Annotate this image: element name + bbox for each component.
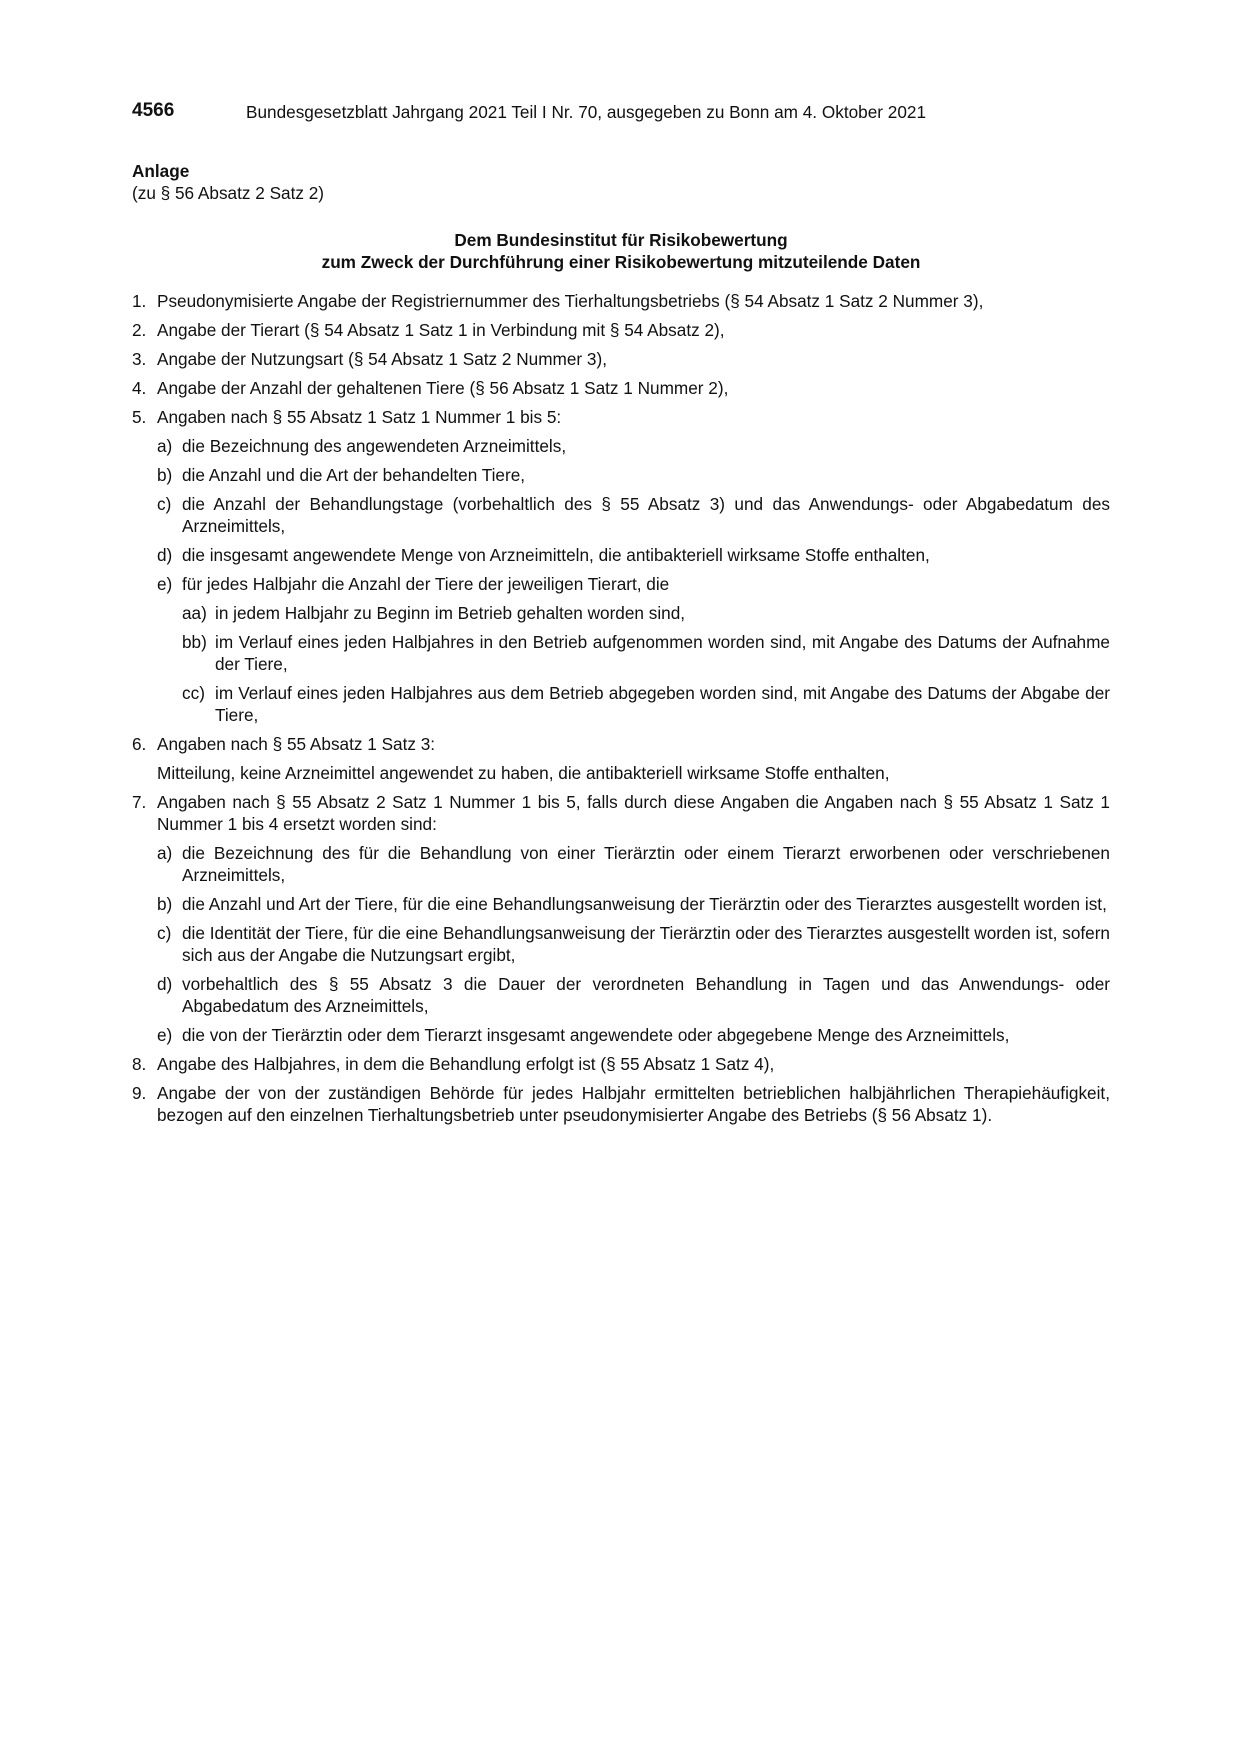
item-number: 1. bbox=[132, 291, 147, 311]
sub-sub-item-label: bb) bbox=[182, 632, 207, 652]
running-head: Bundesgesetzblatt Jahrgang 2021 Teil I Nr. 70, ausgegeben zu Bonn am 4. Oktober 2021 bbox=[246, 102, 927, 122]
sub-item bbox=[157, 973, 1110, 1017]
sub-item bbox=[157, 893, 1110, 915]
sub-item-text: die Bezeichnung des angewendeten Arzneimittels, bbox=[182, 436, 567, 456]
sub-item-label: d) bbox=[157, 974, 173, 994]
item-text: Angabe der Tierart (§ 54 Absatz 1 Satz 1 in Verbindung mit § 54 Absatz 2), bbox=[157, 320, 725, 340]
item-text: Angaben nach § 55 Absatz 1 Satz 1 Nummer 1 bis 5: bbox=[157, 407, 562, 427]
list-item bbox=[132, 791, 1110, 1046]
item-text: Angabe der Anzahl der gehaltenen Tiere (§ 56 Absatz 1 Satz 1 Nummer 2), bbox=[157, 378, 729, 398]
sub-item bbox=[157, 544, 1110, 566]
item-number: 2. bbox=[132, 320, 147, 340]
sub-item-label: a) bbox=[157, 436, 173, 456]
sub-sub-item-text: in jedem Halbjahr zu Beginn im Betrieb gehalten worden sind, bbox=[215, 603, 686, 623]
item-text: Angabe der Nutzungsart (§ 54 Absatz 1 Satz 2 Nummer 3), bbox=[157, 349, 607, 369]
list-item bbox=[132, 319, 1110, 341]
sub-sub-item-text: im Verlauf eines jeden Halbjahres aus dem Betrieb abgegeben worden sind, mit Angabe des Datums der Abgabe der Tiere, bbox=[215, 683, 1110, 725]
sub-sub-item-label: cc) bbox=[182, 683, 205, 703]
item-text: Angabe des Halbjahres, in dem die Behandlung erfolgt ist (§ 55 Absatz 1 Satz 4), bbox=[157, 1054, 775, 1074]
sub-item-label: c) bbox=[157, 923, 172, 943]
item-number: 8. bbox=[132, 1054, 147, 1074]
sub-item-label: e) bbox=[157, 574, 173, 594]
data-list bbox=[132, 290, 1110, 1133]
sub-item bbox=[157, 842, 1110, 886]
sub-item-text: vorbehaltlich des § 55 Absatz 3 die Dauer der verordneten Behandlung in Tagen und das Anwendungs- oder Abgabedatum des Arzneimittels, bbox=[182, 974, 1110, 1016]
list-item bbox=[132, 348, 1110, 370]
sub-item-label: a) bbox=[157, 843, 173, 863]
sub-item bbox=[157, 493, 1110, 537]
page-header bbox=[132, 100, 1110, 124]
sub-item-text: die von der Tierärztin oder dem Tierarzt insgesamt angewendete oder abgegebene Menge des Arzneimittels, bbox=[182, 1025, 1010, 1045]
sub-item-text: die insgesamt angewendete Menge von Arzneimitteln, die antibakteriell wirksame Stoffe enthalten, bbox=[182, 545, 930, 565]
sub-item-text: die Anzahl und die Art der behandelten Tiere, bbox=[182, 465, 526, 485]
item-number: 4. bbox=[132, 378, 147, 398]
list-item bbox=[132, 733, 1110, 784]
list-item bbox=[132, 290, 1110, 312]
sub-item bbox=[157, 922, 1110, 966]
sub-item-text: die Anzahl und Art der Tiere, für die eine Behandlungsanweisung der Tierärztin oder des Tierarztes ausgestellt worden ist, bbox=[182, 894, 1107, 914]
annex-title: Anlage bbox=[132, 161, 190, 181]
sub-sub-item bbox=[182, 682, 1110, 726]
sub-item bbox=[157, 1024, 1110, 1046]
sub-item-text: die Identität der Tiere, für die eine Behandlungsanweisung der Tierärztin oder des Tierarztes ausgestellt worden ist, sofern sich aus der Angabe die Nutzungsart ergibt, bbox=[182, 923, 1110, 965]
heading-line-1: Dem Bundesinstitut für Risikobewertung bbox=[454, 230, 788, 250]
sub-sub-item-text: im Verlauf eines jeden Halbjahres in den Betrieb aufgenommen worden sind, mit Angabe des Datums der Aufnahme der Tiere, bbox=[215, 632, 1110, 674]
item-text: Angabe der von der zuständigen Behörde für jedes Halbjahr ermittelten betrieblichen halbjährlichen Therapiehäufigkeit, bezogen auf den einzelnen Tierhaltungsbetrieb unter pseudonymisierter Angabe des Betriebs (§ 56 Absatz 1). bbox=[157, 1083, 1110, 1125]
sub-sub-item bbox=[182, 602, 1110, 624]
sub-item-label: c) bbox=[157, 494, 172, 514]
item-text: Angaben nach § 55 Absatz 1 Satz 3: bbox=[157, 734, 436, 754]
list-item bbox=[132, 377, 1110, 399]
sub-item-text: die Anzahl der Behandlungstage (vorbehaltlich des § 55 Absatz 3) und das Anwendungs- oder Abgabedatum des Arzneimittels, bbox=[182, 494, 1110, 536]
sub-item-label: e) bbox=[157, 1025, 173, 1045]
sub-item bbox=[157, 435, 1110, 457]
list-item bbox=[132, 1082, 1110, 1126]
sub-sub-item-label: aa) bbox=[182, 603, 207, 623]
item-text: Pseudonymisierte Angabe der Registriernummer des Tierhaltungsbetriebs (§ 54 Absatz 1 Satz 2 Nummer 3), bbox=[157, 291, 984, 311]
sub-item-label: d) bbox=[157, 545, 173, 565]
item-number: 6. bbox=[132, 734, 147, 754]
annex-reference: (zu § 56 Absatz 2 Satz 2) bbox=[132, 183, 325, 203]
page-number: 4566 bbox=[132, 100, 175, 121]
item-number: 3. bbox=[132, 349, 147, 369]
list-item bbox=[132, 406, 1110, 726]
sub-item bbox=[157, 573, 1110, 726]
sub-item-label: b) bbox=[157, 894, 173, 914]
sub-item-text: für jedes Halbjahr die Anzahl der Tiere der jeweiligen Tierart, die bbox=[182, 574, 670, 594]
sub-item-label: b) bbox=[157, 465, 173, 485]
annex-heading bbox=[132, 229, 1110, 273]
item-number: 9. bbox=[132, 1083, 147, 1103]
sub-item-text: die Bezeichnung des für die Behandlung von einer Tierärztin oder einem Tierarzt erworbenen oder verschriebenen Arzneimittels, bbox=[182, 843, 1110, 885]
item-text: Angaben nach § 55 Absatz 2 Satz 1 Nummer 1 bis 5, falls durch diese Angaben die Angaben nach § 55 Absatz 1 Satz 1 Nummer 1 bis 4 ersetzt worden sind: bbox=[157, 792, 1110, 834]
item-note: Mitteilung, keine Arzneimittel angewendet zu haben, die antibakteriell wirksame Stoffe enthalten, bbox=[157, 763, 890, 783]
sub-item bbox=[157, 464, 1110, 486]
sub-sub-item bbox=[182, 631, 1110, 675]
item-number: 5. bbox=[132, 407, 147, 427]
list-item bbox=[132, 1053, 1110, 1075]
heading-line-2: zum Zweck der Durchführung einer Risikobewertung mitzuteilende Daten bbox=[321, 252, 921, 272]
item-number: 7. bbox=[132, 792, 147, 812]
